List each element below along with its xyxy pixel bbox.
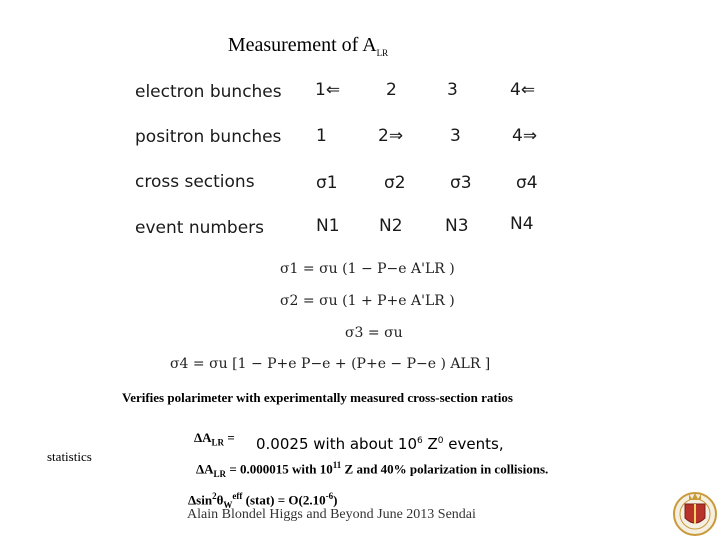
stat-line-3: $\Delta\sin^2\theta_W^{eff}$ (stat) = $O(2.10^{-6})$	[188, 491, 338, 510]
row-events-c1: N1	[316, 216, 340, 236]
equation-sigma3: σ3 = σu	[345, 325, 403, 341]
row-electron-c2: 2	[386, 80, 397, 100]
row-events-label: event numbers	[135, 218, 265, 238]
stat-line-1-lhs: $\Delta A_{LR}$ =	[194, 430, 235, 448]
row-positron-label: positron bunches	[135, 127, 282, 147]
row-events-c4: N4	[510, 214, 534, 234]
row-positron-c1: 1	[316, 126, 327, 146]
row-positron-c3: 3	[450, 126, 461, 146]
row-positron-c2: 2⇒	[378, 126, 404, 146]
stat-line-2: $\Delta A_{LR} = 0.000015$ with $10^{11}$ Z and 40% polarization in collisions.	[196, 460, 549, 479]
equation-sigma1: σ1 = σu (1 − P−e A'LR )	[280, 261, 455, 277]
row-electron-label: electron bunches	[135, 82, 282, 102]
row-electron-c1: 1⇐	[315, 80, 341, 100]
verifies-text: Verifies polarimeter with experimentally measured cross-section ratios	[122, 390, 513, 405]
stat-line-1-rhs: 0.0025 with about $10^6$ $Z^0$ events,	[256, 435, 504, 453]
row-cross-c1: σ1	[316, 173, 338, 193]
row-cross-c3: σ3	[450, 173, 472, 193]
university-seal-logo	[672, 488, 718, 538]
equation-sigma2: σ2 = σu (1 + P+e A'LR )	[280, 293, 455, 309]
statistics-label: statistics	[47, 449, 92, 464]
row-cross-label: cross sections	[135, 172, 255, 192]
row-electron-c4: 4⇐	[510, 80, 536, 100]
row-cross-c4: σ4	[516, 173, 538, 193]
row-electron-c3: 3	[447, 80, 458, 100]
row-events-c3: N3	[445, 216, 469, 236]
footer-text: Alain Blondel Higgs and Beyond June 2013 Sendai	[187, 507, 476, 522]
equation-sigma4: σ4 = σu [1 − P+e P−e + (P+e − P−e ) ALR ]	[170, 356, 491, 372]
page-title: Measurement of $A_{LR}$	[227, 34, 389, 58]
row-positron-c4: 4⇒	[512, 126, 538, 146]
row-cross-c2: σ2	[384, 173, 406, 193]
row-events-c2: N2	[379, 216, 403, 236]
